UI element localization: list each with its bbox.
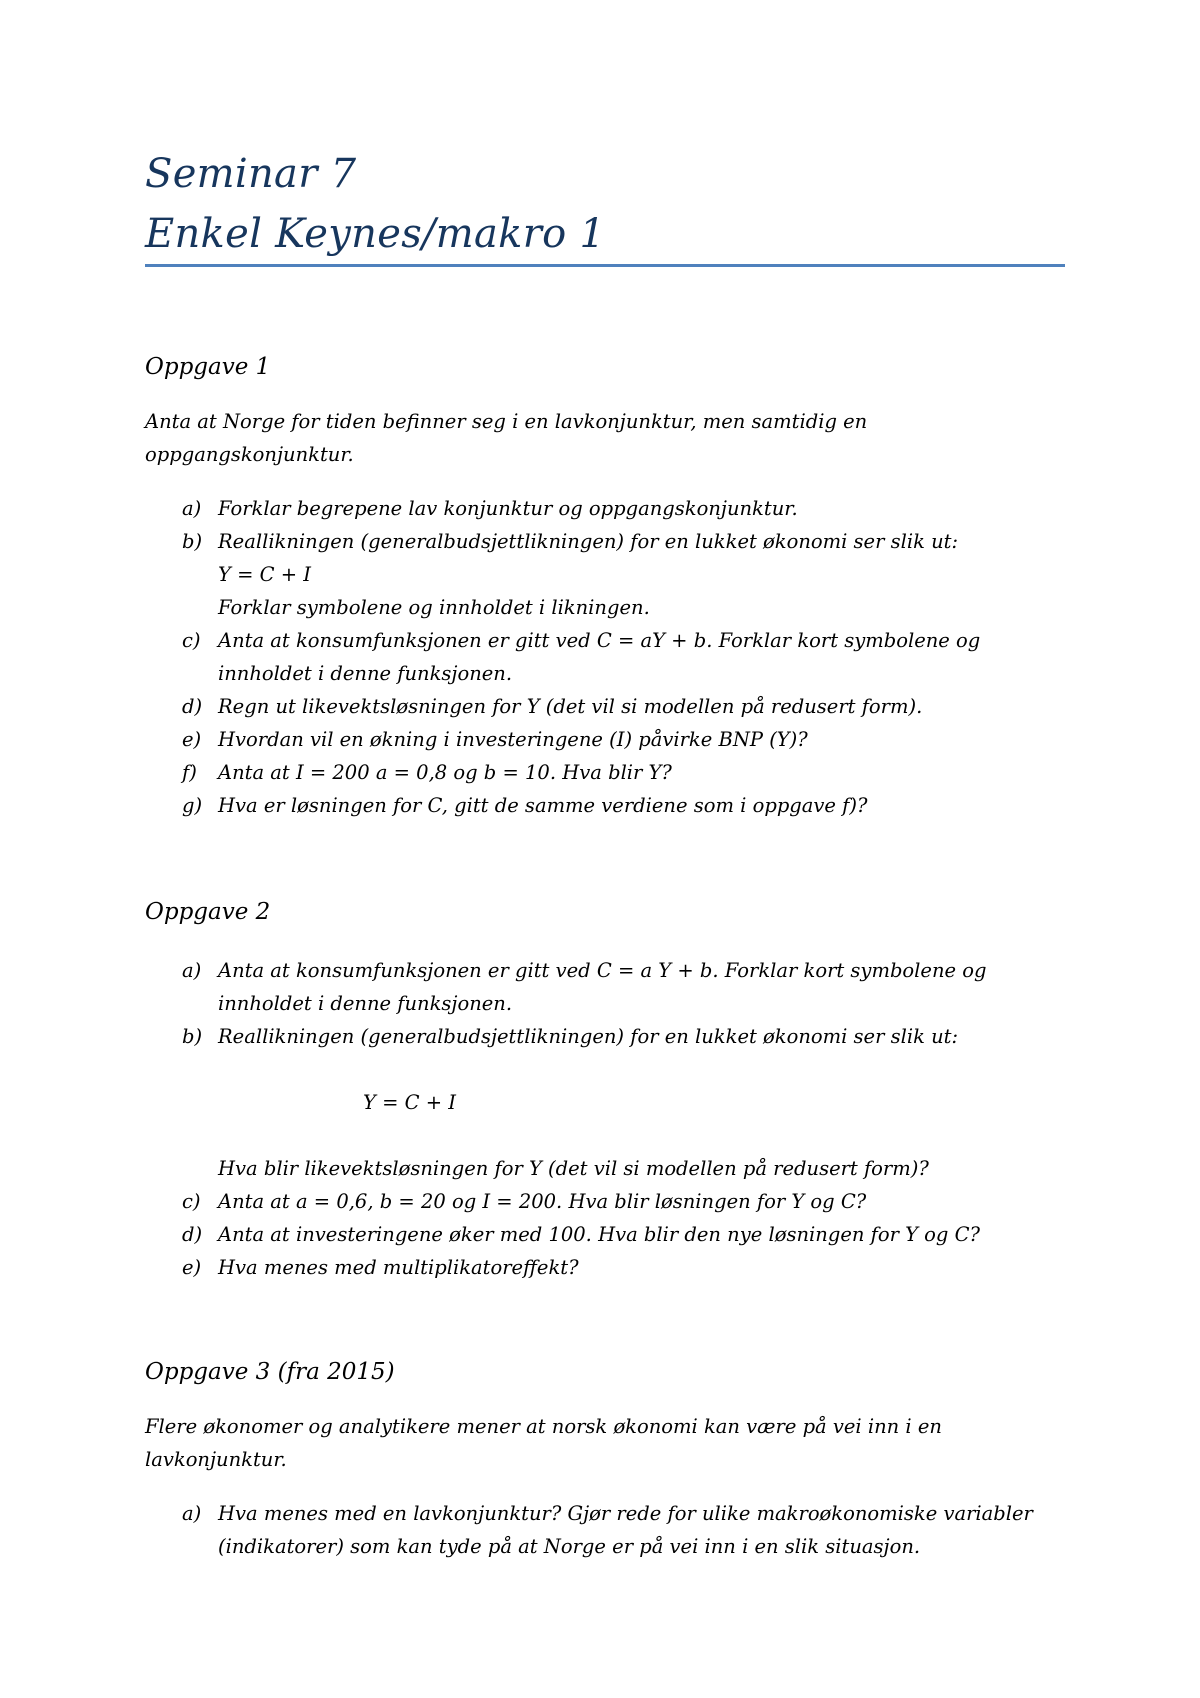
oppgave-2-heading: Oppgave 2	[145, 899, 271, 925]
list-item	[145, 624, 1075, 690]
title-line-1: Seminar 7	[145, 151, 357, 197]
list-marker: d)	[182, 1223, 203, 1246]
list-marker: g)	[182, 794, 203, 817]
oppgave-1-heading: Oppgave 1	[145, 354, 271, 380]
list-marker: f)	[182, 761, 197, 784]
oppgave-3-intro	[145, 1410, 1075, 1476]
item-text: Anta at konsumfunksjonen er gitt ved C = a Y + b. Forklar kort symbolene og	[218, 959, 987, 982]
item-text: Forklar begrepene lav konjunktur og oppgangskonjunktur.	[218, 497, 798, 520]
oppgave-1-intro: Anta at Norge for tiden befinner seg i en lavkonjunktur, men samtidig en oppgangskonjunktur.	[145, 410, 868, 466]
list-marker: c)	[182, 1190, 201, 1213]
item-text: (indikatorer) som kan tyde på at Norge er på vei inn i en slik situasjon.	[218, 1535, 921, 1558]
item-text: Hva menes med multiplikatoreffekt?	[218, 1256, 579, 1279]
item-text: Anta at a = 0,6, b = 20 og I = 200. Hva blir løsningen for Y og C?	[218, 1190, 867, 1213]
item-text: innholdet i denne funksjonen.	[218, 662, 513, 685]
list-item	[145, 756, 1075, 789]
oppgave-1-list	[145, 492, 1075, 822]
item-text: Regn ut likevektsløsningen for Y (det vil si modellen på redusert form).	[218, 695, 923, 718]
list-marker: d)	[182, 695, 203, 718]
item-text: Reallikningen (generalbudsjettlikningen) for en lukket økonomi ser slik ut:	[218, 1025, 959, 1048]
list-marker: e)	[182, 728, 202, 751]
item-text: innholdet i denne funksjonen.	[218, 992, 513, 1015]
list-marker: b)	[182, 1025, 203, 1048]
list-item	[145, 1020, 1075, 1185]
item-text: Anta at konsumfunksjonen er gitt ved C = aY + b. Forklar kort symbolene og	[218, 629, 981, 652]
intro-line: lavkonjunktur.	[145, 1448, 287, 1471]
document-title	[145, 144, 1065, 264]
intro-line: Flere økonomer og analytikere mener at norsk økonomi kan være på vei inn i en	[145, 1415, 942, 1438]
list-marker: a)	[182, 1502, 202, 1525]
list-marker: b)	[182, 530, 203, 553]
oppgave-2-list	[145, 954, 1075, 1284]
item-text: Anta at investeringene øker med 100. Hva blir den nye løsningen for Y og C?	[218, 1223, 980, 1246]
list-item	[145, 525, 1075, 624]
list-marker: a)	[182, 959, 202, 982]
list-item	[145, 1497, 1075, 1563]
list-item	[145, 1218, 1075, 1251]
equation-text: Y = C + I	[363, 1091, 456, 1114]
item-text: Hva er løsningen for C, gitt de samme verdiene som i oppgave f)?	[218, 794, 868, 817]
oppgave-3-heading: Oppgave 3 (fra 2015)	[145, 1359, 395, 1385]
list-marker: c)	[182, 629, 201, 652]
item-text: Anta at I = 200 a = 0,8 og b = 10. Hva blir Y?	[218, 761, 672, 784]
oppgave-3-list	[145, 1497, 1075, 1563]
list-marker: a)	[182, 497, 202, 520]
item-text: Reallikningen (generalbudsjettlikningen) for en lukket økonomi ser slik ut:	[218, 530, 959, 553]
item-text: Hvordan vil en økning i investeringene (I) påvirke BNP (Y)?	[218, 728, 808, 751]
list-item	[145, 492, 1075, 525]
item-text: Forklar symbolene og innholdet i likningen.	[218, 596, 650, 619]
list-item	[145, 723, 1075, 756]
list-item	[145, 690, 1075, 723]
item-text: Hva menes med en lavkonjunktur? Gjør rede for ulike makroøkonomiske variabler	[218, 1502, 1033, 1525]
title-line-2: Enkel Keynes/makro 1	[145, 211, 606, 257]
title-underline-rule	[145, 264, 1065, 267]
list-item	[145, 1185, 1075, 1218]
list-item	[145, 1251, 1075, 1284]
list-item	[145, 954, 1075, 1020]
item-text: Hva blir likevektsløsningen for Y (det vil si modellen på redusert form)?	[218, 1157, 929, 1180]
equation-text: Y = C + I	[218, 563, 311, 586]
list-marker: e)	[182, 1256, 202, 1279]
list-item	[145, 789, 1075, 822]
